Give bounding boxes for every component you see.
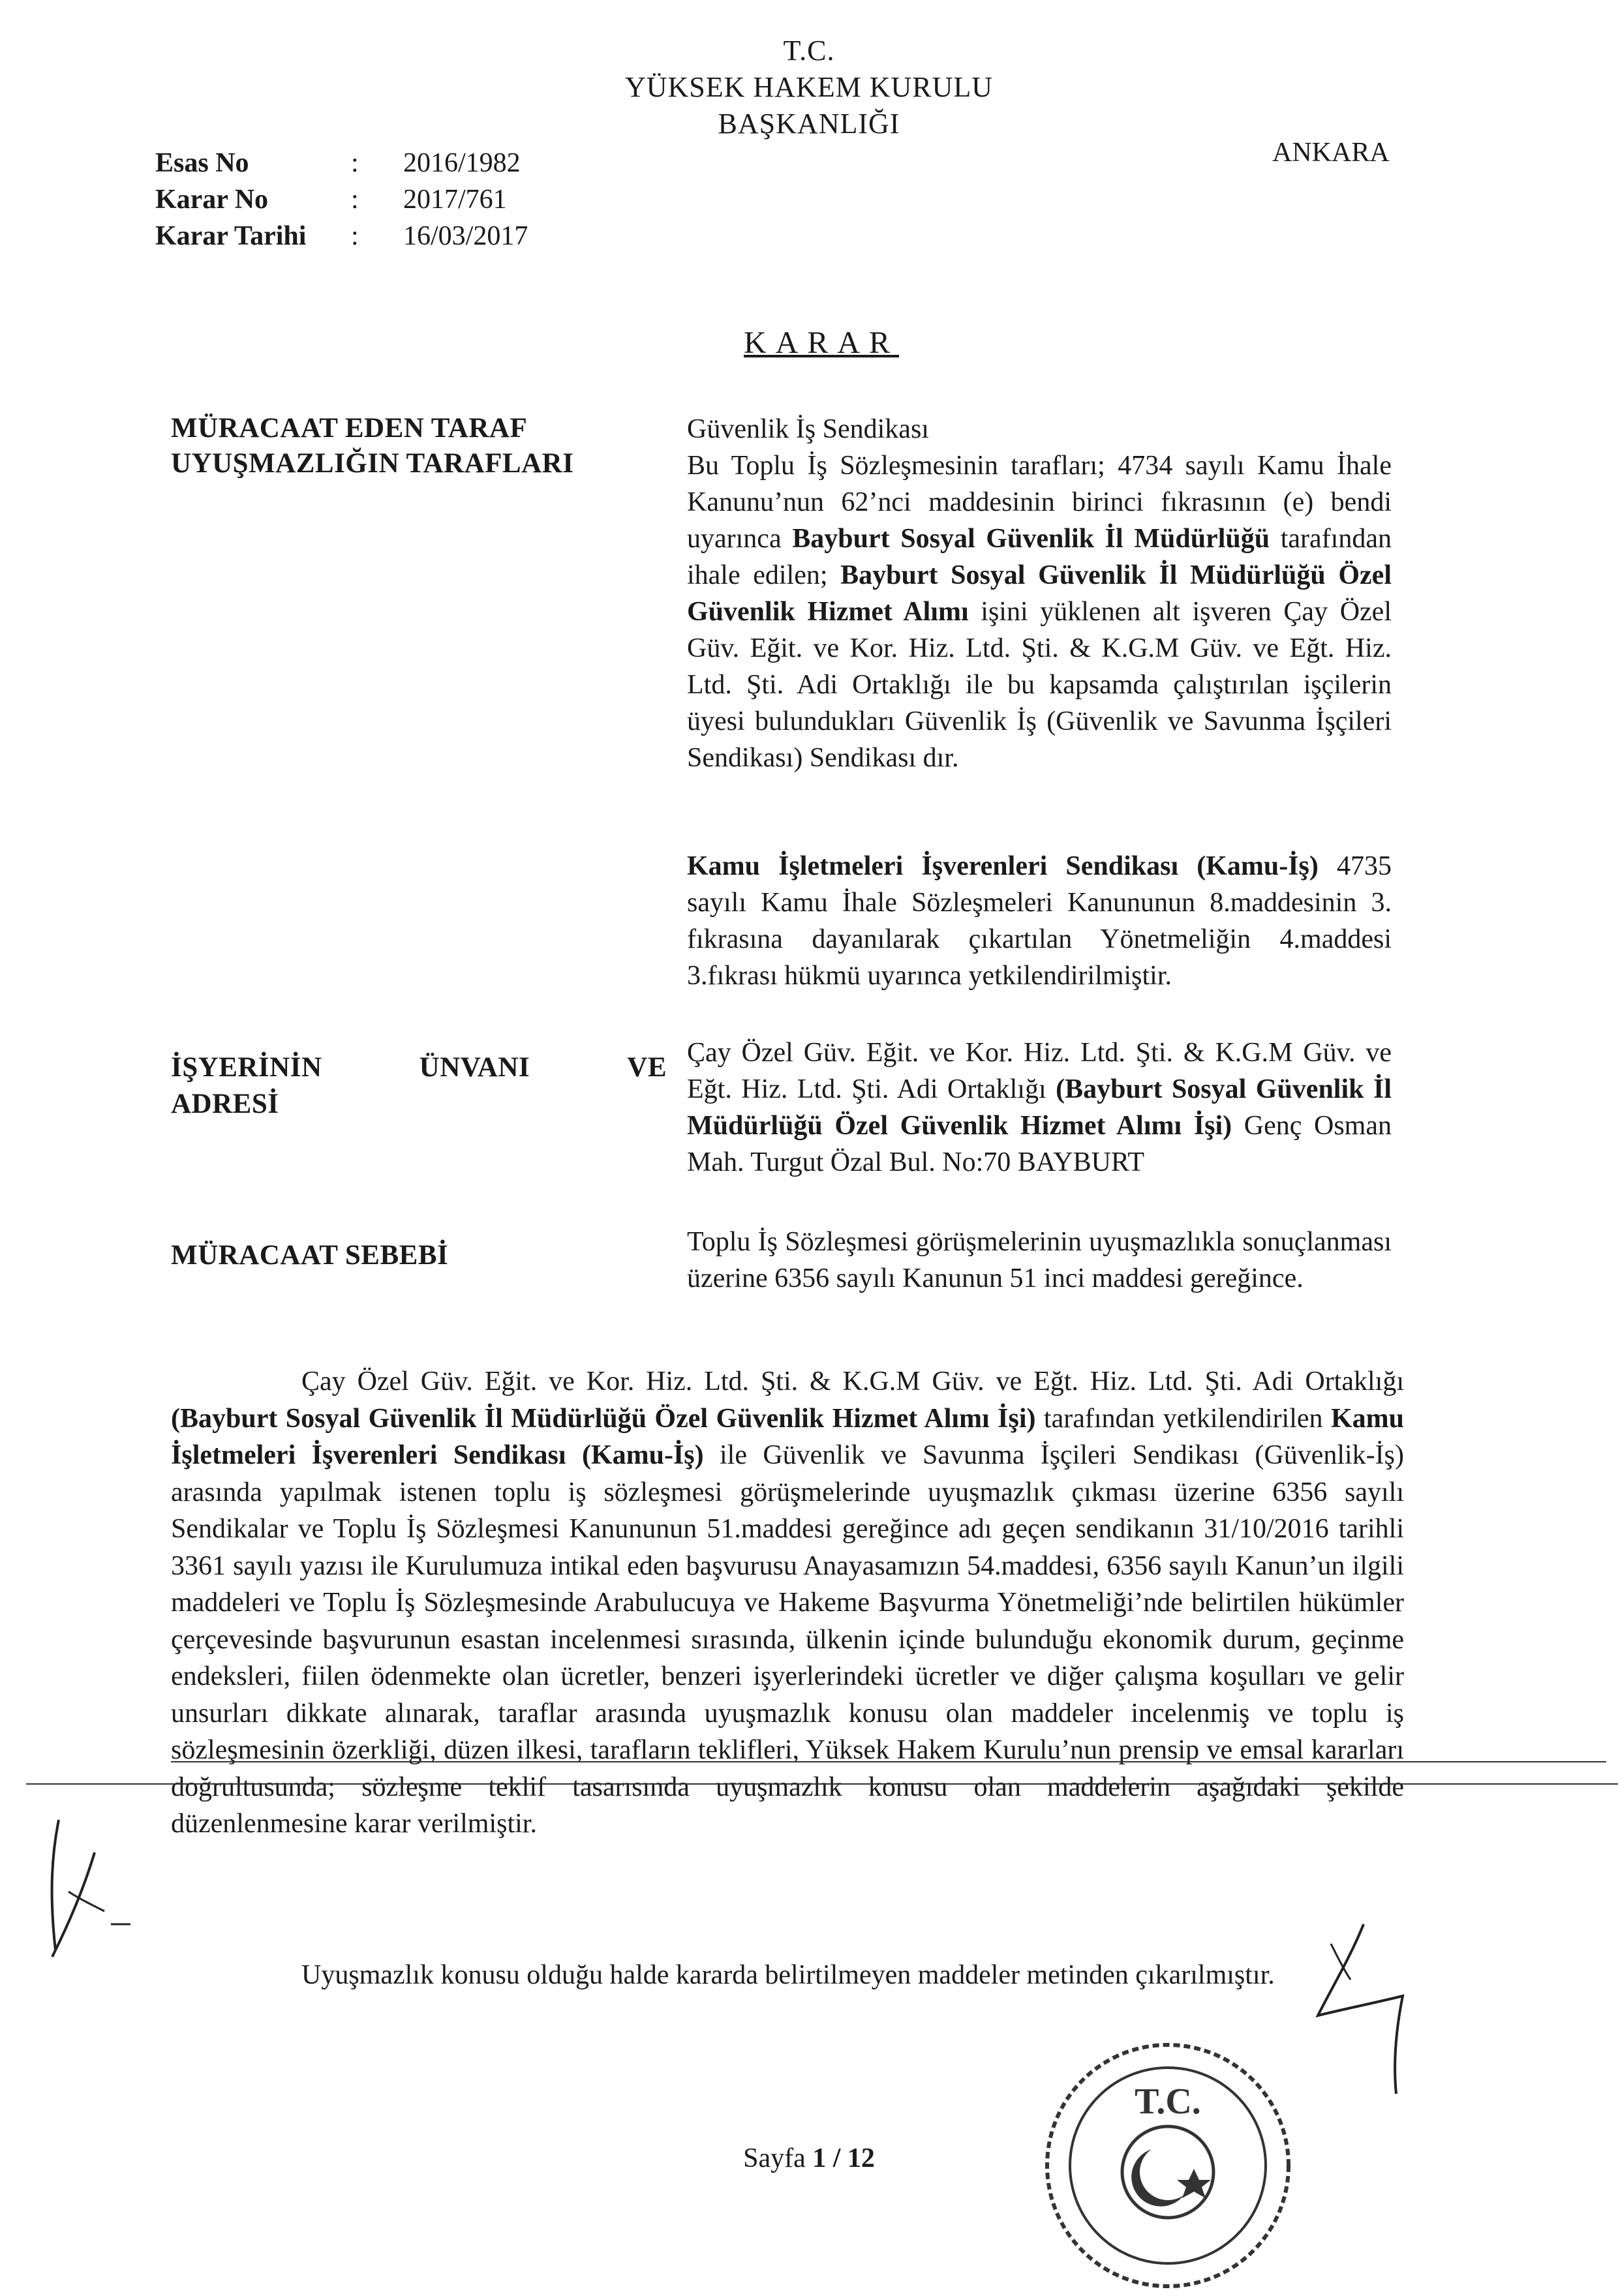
- text-run: işini yüklenen alt işveren Çay Özel Güv. Eğit. ve Kor. Hiz. Ltd. Şti. & K.G.M Güv. ve Eğt. Hiz. Ltd. Şti. Adi Ortaklığı ile bu kapsamda çalıştırılan işçilerin üyesi bulundukları Güvenlik İş (Güvenlik ve Savunma İşçileri Sendikası) Sendikası dır.: [687, 597, 1392, 773]
- label-isyeri-row1: [171, 1050, 667, 1085]
- meta-key: Karar Tarihi: [155, 221, 307, 251]
- page-current: 1: [812, 2143, 827, 2173]
- page-label: Sayfa: [743, 2143, 806, 2173]
- header-presidency: BAŞKANLIĞI: [718, 108, 900, 140]
- meta-value: 2017/761: [403, 185, 507, 215]
- header-tc: T.C.: [783, 35, 835, 67]
- label-taraflar: UYUŞMAZLIĞIN TARAFLARI: [171, 448, 574, 479]
- text-run-bold: Bayburt Sosyal Güvenlik İl Müdürlüğü Özel Güvenlik Hizmet Alımı: [687, 560, 1392, 627]
- page-total: 12: [847, 2143, 875, 2173]
- text-run: Genç Osman Mah. Turgut Özal Bul. No:70 BAYBURT: [687, 1111, 1392, 1177]
- meta-value: 2016/1982: [403, 148, 521, 178]
- text-run-bold: Kamu İşletmeleri İşverenleri Sendikası (Kamu-İş): [687, 851, 1319, 881]
- handwritten-initial-icon: [33, 1813, 137, 1963]
- value-muracaat-sebebi: Toplu İş Sözleşmesi görüşmelerinin uyuşmazlıkla sonuçlanması üzerine 6356 sayılı Kanunun 51 inci maddesi gereğince.: [687, 1227, 1392, 1293]
- value-taraflar-p1: [687, 447, 1392, 776]
- scan-line: [26, 1783, 1618, 1785]
- text-run-bold: Bayburt Sosyal Güvenlik İl Müdürlüğü: [792, 524, 1270, 554]
- label-isyeri-row2: ADRESİ: [171, 1089, 279, 1119]
- meta-value: 16/03/2017: [403, 221, 528, 251]
- header-city: ANKARA: [1272, 138, 1390, 168]
- body-paragraph-2: Uyuşmazlık konusu olduğu halde kararda belirtilmeyen maddeler metinden çıkarılmıştır.: [301, 1960, 1275, 1990]
- text-run: Çay Özel Güv. Eğit. ve Kor. Hiz. Ltd. Şti. & K.G.M Güv. ve Eğt. Hiz. Ltd. Şti. Adi Ortaklığı: [687, 1038, 1392, 1104]
- meta-key: Karar No: [155, 185, 269, 215]
- text-run-bold: Kamu İşletmeleri İşverenleri Sendikası (Kamu-İş): [171, 1403, 1404, 1470]
- text-run: ile Güvenlik ve Savunma İşçileri Sendikası (Güvenlik-İş) arasında yapılmak istenen toplu iş sözleşmesi görüşmelerinde uyuşmazlık çıkması üzerine 6356 sayılı Sendikalar ve Toplu İş Sözleşmesi Kanununun 51.maddesi gereğince adı geçen sendikanın 31/10/2016 tarihli 3361 sayılı yazısı ile Kurulumuza intikal eden başvurusu Anayasamızın 54.maddesi, 6356 sayılı Kanun’un ilgili maddeleri ve Toplu İş Sözleşmesinde Arabulucuya ve Hakeme Başvurma Yönetmeliği’nde belirtilen hükümler çerçevesinde başvurunun esastan incelenmesi sırasında, ülkenin içinde bulunduğu ekonomik durum, geçinme endeksleri, fiilen ödenmekte olan ücretler, benzeri işyerlerindeki ücretler ve diğer çalışma koşulları ve gelir unsurları dikkate alınarak, taraflar arasında uyuşmazlık konusu olan maddeler incelenmiş ve toplu iş sözleşmesinin özerkliği, düzen ilkesi, tarafların teklifleri, Yüksek Hakem Kurulu’nun prensip ve emsal kararları doğrultusunda; sözleşme teklif tasarısında uyuşmazlık konusu olan maddelerin aşağıdaki şekilde düzenlenmesine karar verilmiştir.: [171, 1440, 1404, 1839]
- text-run: tarafından yetkilendirilen: [1035, 1403, 1331, 1434]
- meta-karar-tarihi: [155, 220, 528, 252]
- meta-sep: :: [351, 148, 359, 178]
- page-number: [0, 2143, 1618, 2174]
- meta-sep: :: [351, 221, 359, 251]
- text-run: 4735 sayılı Kamu İhale Sözleşmeleri Kanununun 8.maddesinin 3. fıkrasına dayanılarak çıkartılan Yönetmeliğin 4.maddesi 3.fıkrası hükmü uyarınca yetkilendirilmiştir.: [687, 851, 1392, 991]
- value-muracaat-eden: Güvenlik İş Sendikası: [687, 414, 929, 444]
- official-stamp-icon: [1037, 2035, 1298, 2296]
- signature-icon: [1305, 1918, 1435, 2100]
- page-separator: /: [826, 2143, 847, 2173]
- label-muracaat-sebebi: MÜRACAAT SEBEBİ: [171, 1240, 449, 1271]
- text-run-bold: (Bayburt Sosyal Güvenlik İl Müdürlüğü Özel Güvenlik Hizmet Alımı İşi): [171, 1403, 1036, 1434]
- meta-karar-no: [155, 183, 507, 216]
- stamp-text: T.C.: [1135, 2081, 1201, 2122]
- value-isyeri: [687, 1035, 1392, 1181]
- text-run: Çay Özel Güv. Eğit. ve Kor. Hiz. Ltd. Şti. & K.G.M Güv. ve Eğt. Hiz. Ltd. Şti. Adi Ortaklığı: [301, 1367, 1404, 1397]
- text-run-bold: (Bayburt Sosyal Güvenlik İl Müdürlüğü Özel Güvenlik Hizmet Alımı İşi): [687, 1074, 1392, 1141]
- document-title: KARAR: [744, 325, 900, 360]
- meta-sep: :: [351, 185, 359, 215]
- label-muracaat-eden: MÜRACAAT EDEN TARAF: [171, 413, 528, 444]
- label-isyeri-word1: İŞYERİNİN: [171, 1052, 322, 1083]
- meta-key: Esas No: [155, 148, 249, 178]
- text-run: Bu Toplu İş Sözleşmesinin tarafları; 4734 sayılı Kamu İhale Kanunu’nun 62’nci maddesinin birinci fıkrasının (e) bendi uyarınca: [687, 451, 1392, 554]
- scan-line: [171, 1761, 1606, 1762]
- header-institution: YÜKSEK HAKEM KURULU: [624, 71, 994, 103]
- meta-esas-no: [155, 147, 521, 179]
- body-paragraph-1: [171, 1363, 1404, 1843]
- value-taraflar-p2: [687, 848, 1392, 994]
- text-run: tarafından ihale edilen;: [687, 524, 1392, 590]
- label-isyeri-word2: ÜNVANI: [419, 1052, 530, 1083]
- label-isyeri-word3: VE: [627, 1052, 667, 1083]
